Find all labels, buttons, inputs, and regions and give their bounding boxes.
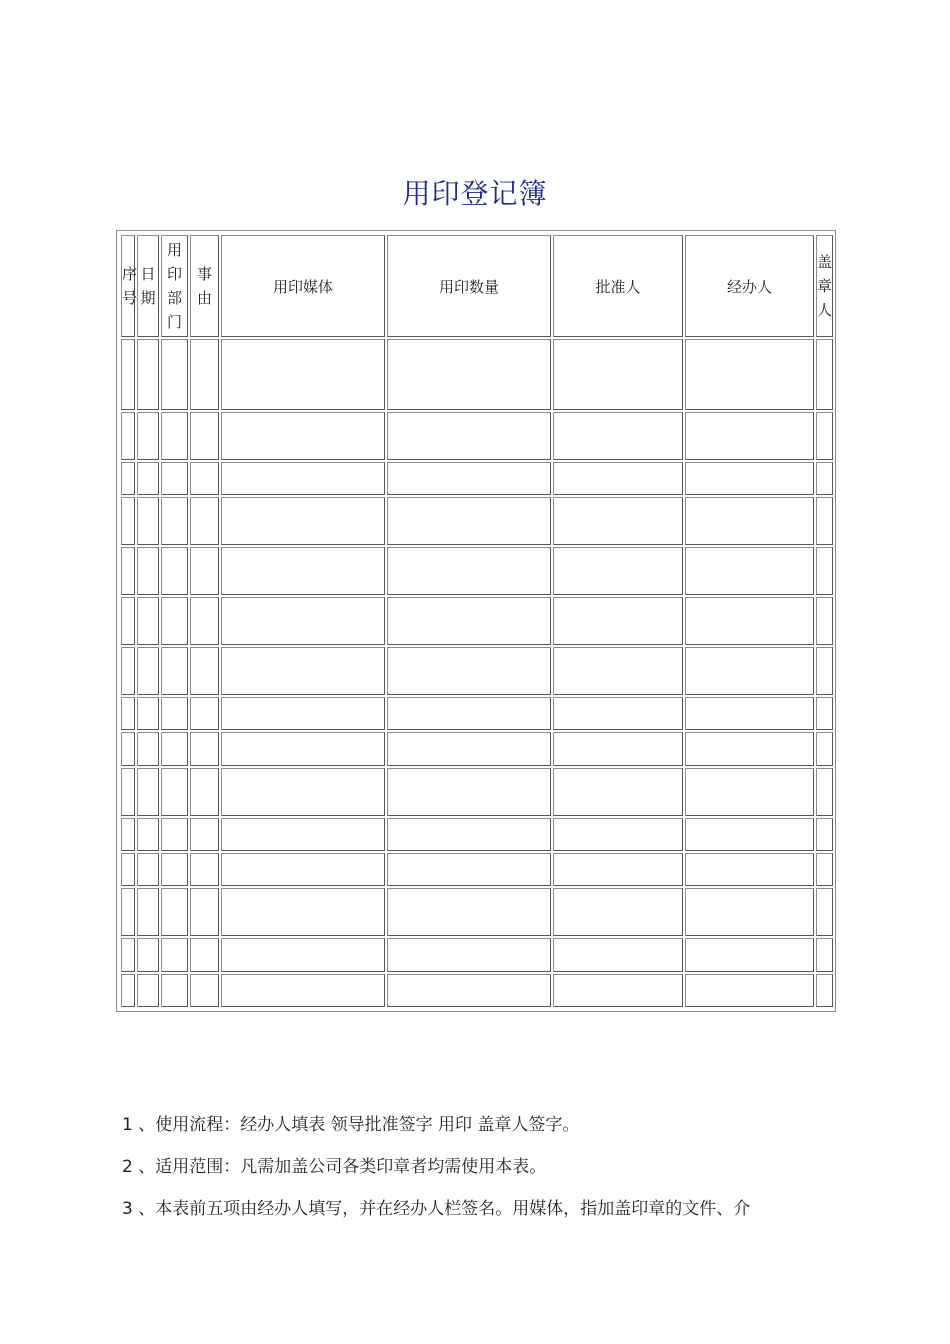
table-cell[interactable] bbox=[190, 697, 219, 730]
table-cell[interactable] bbox=[553, 938, 683, 971]
table-cell[interactable] bbox=[816, 853, 833, 886]
table-cell[interactable] bbox=[221, 497, 385, 545]
header-label: 用印数量 bbox=[438, 277, 499, 296]
table-cell[interactable] bbox=[121, 497, 135, 545]
header-label: 序号 bbox=[122, 265, 138, 308]
table-cell[interactable] bbox=[121, 974, 135, 1007]
table-cell[interactable] bbox=[816, 732, 833, 765]
table-cell[interactable] bbox=[121, 647, 135, 695]
table-cell[interactable] bbox=[137, 647, 159, 695]
table-cell[interactable] bbox=[816, 597, 833, 645]
table-cell[interactable] bbox=[221, 732, 385, 765]
table-cell[interactable] bbox=[387, 339, 551, 410]
table-row bbox=[121, 547, 833, 595]
table-cell[interactable] bbox=[553, 647, 683, 695]
table-cell[interactable] bbox=[685, 597, 814, 645]
table-cell[interactable] bbox=[816, 339, 833, 410]
table-cell[interactable] bbox=[685, 768, 814, 816]
table-cell[interactable] bbox=[190, 412, 219, 460]
table-row bbox=[121, 938, 833, 971]
note-item: 1 、使用流程：经办人填表 领导批准签字 用印 盖章人签字。 bbox=[122, 1115, 580, 1135]
table-row bbox=[121, 339, 833, 410]
header-cell-date bbox=[137, 235, 159, 337]
header-cell-approver bbox=[553, 235, 683, 337]
table-cell[interactable] bbox=[137, 888, 159, 936]
table-cell[interactable] bbox=[387, 697, 551, 730]
header-cell-handler bbox=[685, 235, 814, 337]
table-cell[interactable] bbox=[553, 818, 683, 851]
table-cell[interactable] bbox=[816, 697, 833, 730]
table-cell[interactable] bbox=[816, 462, 833, 495]
header-cell-stamper bbox=[816, 235, 833, 337]
header-label: 经办人 bbox=[726, 277, 772, 296]
table-cell[interactable] bbox=[161, 853, 188, 886]
table-cell[interactable] bbox=[816, 547, 833, 595]
table-cell[interactable] bbox=[137, 938, 159, 971]
table-cell[interactable] bbox=[221, 647, 385, 695]
table-cell[interactable] bbox=[221, 768, 385, 816]
table-cell[interactable] bbox=[685, 462, 814, 495]
table-cell[interactable] bbox=[221, 853, 385, 886]
table-cell[interactable] bbox=[161, 697, 188, 730]
table-cell[interactable] bbox=[161, 462, 188, 495]
table-cell[interactable] bbox=[816, 647, 833, 695]
table-cell[interactable] bbox=[387, 547, 551, 595]
table-cell[interactable] bbox=[161, 412, 188, 460]
table-cell[interactable] bbox=[161, 497, 188, 545]
table-cell[interactable] bbox=[387, 412, 551, 460]
table-row bbox=[121, 462, 833, 495]
table-cell[interactable] bbox=[553, 853, 683, 886]
table-cell[interactable] bbox=[553, 888, 683, 936]
table-cell[interactable] bbox=[121, 938, 135, 971]
table-cell[interactable] bbox=[221, 412, 385, 460]
table-cell[interactable] bbox=[816, 938, 833, 971]
table-cell[interactable] bbox=[190, 497, 219, 545]
table-cell[interactable] bbox=[387, 818, 551, 851]
table-cell[interactable] bbox=[161, 339, 188, 410]
table-cell[interactable] bbox=[190, 818, 219, 851]
table-cell[interactable] bbox=[190, 768, 219, 816]
table-cell[interactable] bbox=[221, 697, 385, 730]
table-cell[interactable] bbox=[137, 339, 159, 410]
table-cell[interactable] bbox=[121, 768, 135, 816]
table-cell[interactable] bbox=[137, 412, 159, 460]
table-cell[interactable] bbox=[121, 339, 135, 410]
table-cell[interactable] bbox=[161, 597, 188, 645]
table-cell[interactable] bbox=[121, 818, 135, 851]
table-cell[interactable] bbox=[221, 597, 385, 645]
table-cell[interactable] bbox=[137, 497, 159, 545]
table-cell[interactable] bbox=[387, 974, 551, 1007]
table-cell[interactable] bbox=[221, 938, 385, 971]
table-cell[interactable] bbox=[387, 497, 551, 545]
table-cell[interactable] bbox=[190, 732, 219, 765]
table-cell[interactable] bbox=[553, 732, 683, 765]
table-cell[interactable] bbox=[121, 547, 135, 595]
table-cell[interactable] bbox=[685, 647, 814, 695]
table-cell[interactable] bbox=[221, 547, 385, 595]
table-cell[interactable] bbox=[121, 853, 135, 886]
table-row bbox=[121, 818, 833, 851]
table-cell[interactable] bbox=[387, 768, 551, 816]
header-cell-index bbox=[121, 235, 138, 337]
table-cell[interactable] bbox=[161, 647, 188, 695]
table-cell[interactable] bbox=[190, 647, 219, 695]
header-label: 批准人 bbox=[595, 277, 641, 296]
table-cell[interactable] bbox=[121, 732, 135, 765]
header-cell-quantity bbox=[387, 235, 551, 337]
header-cell-reason bbox=[190, 235, 219, 337]
header-cell-department bbox=[161, 235, 188, 337]
header-label: 日期 bbox=[140, 265, 156, 308]
table-cell[interactable] bbox=[221, 974, 385, 1007]
table-cell[interactable] bbox=[553, 339, 683, 410]
table-cell[interactable] bbox=[553, 597, 683, 645]
table-cell[interactable] bbox=[387, 853, 551, 886]
table-cell[interactable] bbox=[553, 412, 683, 460]
table-cell[interactable] bbox=[137, 768, 159, 816]
header-label: 盖章人 bbox=[817, 253, 833, 320]
table-cell[interactable] bbox=[137, 853, 159, 886]
table-cell[interactable] bbox=[685, 938, 814, 971]
table-cell[interactable] bbox=[137, 732, 159, 765]
table-cell[interactable] bbox=[553, 768, 683, 816]
table-cell[interactable] bbox=[161, 818, 188, 851]
header-label: 事由 bbox=[197, 265, 213, 308]
table-cell[interactable] bbox=[221, 462, 385, 495]
table-cell[interactable] bbox=[553, 697, 683, 730]
table-cell[interactable] bbox=[161, 974, 188, 1007]
table-row bbox=[121, 412, 833, 460]
table-cell[interactable] bbox=[121, 597, 135, 645]
table-cell[interactable] bbox=[685, 497, 814, 545]
table-row bbox=[121, 974, 833, 1007]
table-cell[interactable] bbox=[816, 497, 833, 545]
table-cell[interactable] bbox=[161, 938, 188, 971]
table-cell[interactable] bbox=[137, 974, 159, 1007]
table-cell[interactable] bbox=[685, 697, 814, 730]
table-cell[interactable] bbox=[685, 339, 814, 410]
table-cell[interactable] bbox=[137, 597, 159, 645]
note-item: 2 、适用范围：凡需加盖公司各类印章者均需使用本表。 bbox=[122, 1157, 547, 1177]
table-cell[interactable] bbox=[816, 768, 833, 816]
seal-register-table bbox=[119, 233, 835, 1009]
table-cell[interactable] bbox=[387, 597, 551, 645]
table-cell[interactable] bbox=[190, 853, 219, 886]
table-cell[interactable] bbox=[816, 888, 833, 936]
table-cell[interactable] bbox=[121, 462, 135, 495]
table-cell[interactable] bbox=[685, 547, 814, 595]
table-cell[interactable] bbox=[190, 938, 219, 971]
table-cell[interactable] bbox=[121, 412, 135, 460]
table-cell[interactable] bbox=[553, 462, 683, 495]
table-cell[interactable] bbox=[685, 732, 814, 765]
table-cell[interactable] bbox=[387, 647, 551, 695]
table-cell[interactable] bbox=[161, 732, 188, 765]
table-body bbox=[121, 235, 833, 1007]
table-cell[interactable] bbox=[387, 888, 551, 936]
table-cell[interactable] bbox=[190, 547, 219, 595]
table-row bbox=[121, 888, 833, 936]
table-row bbox=[121, 732, 833, 765]
table-cell[interactable] bbox=[190, 974, 219, 1007]
table-cell[interactable] bbox=[387, 938, 551, 971]
table-cell[interactable] bbox=[553, 974, 683, 1007]
table-cell[interactable] bbox=[816, 818, 833, 851]
table-header-row bbox=[121, 235, 833, 337]
table-row bbox=[121, 853, 833, 886]
table-cell[interactable] bbox=[685, 888, 814, 936]
table-cell[interactable] bbox=[190, 597, 219, 645]
table-row bbox=[121, 697, 833, 730]
table-cell[interactable] bbox=[161, 768, 188, 816]
table-cell[interactable] bbox=[190, 888, 219, 936]
table-row bbox=[121, 597, 833, 645]
header-label: 用印媒体 bbox=[272, 277, 333, 296]
table-cell[interactable] bbox=[816, 974, 833, 1007]
table-cell[interactable] bbox=[190, 339, 219, 410]
page-title: 用印登记簿 bbox=[402, 177, 548, 210]
table-row bbox=[121, 768, 833, 816]
table-cell[interactable] bbox=[121, 697, 135, 730]
table-row bbox=[121, 647, 833, 695]
table-cell[interactable] bbox=[137, 697, 159, 730]
table-cell[interactable] bbox=[161, 547, 188, 595]
table-cell[interactable] bbox=[816, 412, 833, 460]
table-cell[interactable] bbox=[137, 462, 159, 495]
table-cell[interactable] bbox=[685, 974, 814, 1007]
table-cell[interactable] bbox=[553, 547, 683, 595]
header-cell-media bbox=[221, 235, 385, 337]
table-cell[interactable] bbox=[685, 853, 814, 886]
table-cell[interactable] bbox=[553, 497, 683, 545]
note-item: 3 、本表前五项由经办人填写，并在经办人栏签名。用媒体，指加盖印章的文件、介 bbox=[122, 1199, 751, 1219]
table-cell[interactable] bbox=[221, 818, 385, 851]
table-cell[interactable] bbox=[190, 462, 219, 495]
table-cell[interactable] bbox=[137, 547, 159, 595]
header-label: 用印部门 bbox=[167, 241, 183, 332]
table-cell[interactable] bbox=[161, 888, 188, 936]
table-cell[interactable] bbox=[221, 888, 385, 936]
usage-notes bbox=[122, 1113, 842, 1239]
table-cell[interactable] bbox=[121, 888, 135, 936]
table-cell[interactable] bbox=[387, 732, 551, 765]
table-cell[interactable] bbox=[685, 412, 814, 460]
table-row bbox=[121, 497, 833, 545]
table-cell[interactable] bbox=[137, 818, 159, 851]
seal-register-table-frame bbox=[116, 230, 836, 1012]
table-cell[interactable] bbox=[387, 462, 551, 495]
table-cell[interactable] bbox=[221, 339, 385, 410]
table-cell[interactable] bbox=[685, 818, 814, 851]
